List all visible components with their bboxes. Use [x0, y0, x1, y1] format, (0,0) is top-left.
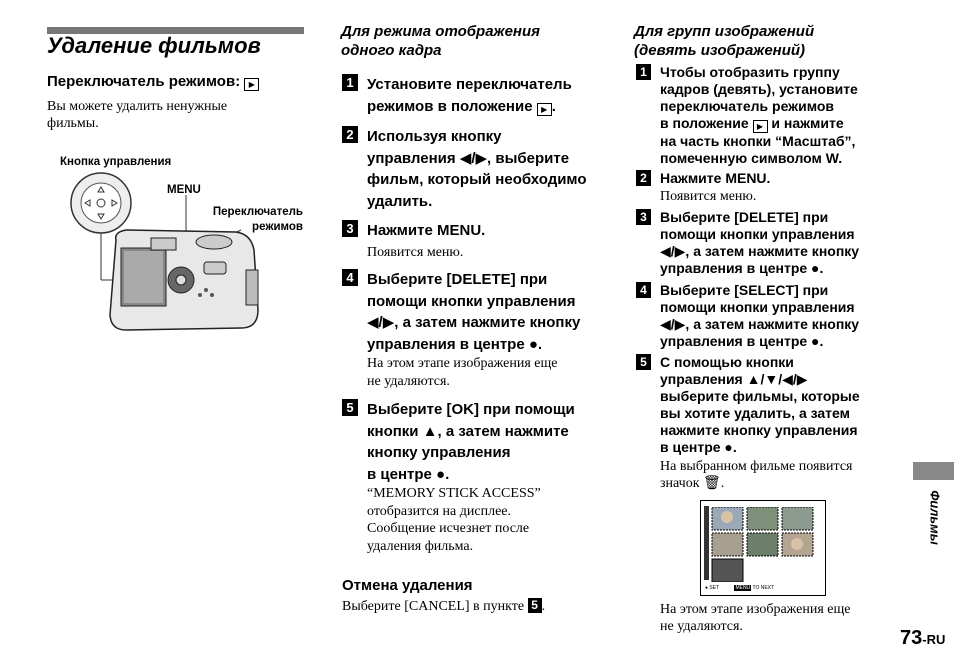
scrollbar — [704, 506, 709, 580]
page-number: 73-RU — [900, 627, 946, 649]
right-step-1: 1 Чтобы отобразить группу кадров (девять), установите переключатель режимов в положение ▶ и нажмите на часть кнопки “Масштаб”, помеченную символом W. — [636, 64, 651, 82]
intro-text: Вы можете удалить ненужные фильмы. — [47, 99, 228, 131]
play-mode-icon: ▶ — [537, 103, 552, 116]
mid-step-2: 2 Используя кнопку управления ◀/▶, выберите фильм, который необходимо удалить. — [342, 126, 358, 144]
cancel-heading: Отмена удаления — [342, 577, 473, 594]
final-note: На этом этапе изображения еще не удаляются. — [660, 602, 851, 634]
section-tab — [913, 462, 954, 480]
trash-icon: 🗑 — [703, 476, 721, 491]
lcd-footer: ● SET MENU TO NEXT — [705, 585, 775, 591]
right-step-5: 5 С помощью кнопки управления ▲/▼/◀/▶ выберите фильмы, которые вы хотите удалить, а затем нажмите кнопку управления в центре ●. На выбранном фильме появится значок 🗑. — [636, 354, 651, 372]
label-menu: MENU — [167, 184, 201, 196]
right-step-2: 2 Нажмите MENU. Появится меню. — [636, 170, 651, 188]
lcd-screen — [700, 500, 826, 596]
single-frame-heading: Для режима отображения одного кадра — [341, 23, 540, 59]
mid-step-4: 4 Выберите [DELETE] при помощи кнопки управления ◀/▶, а затем нажмите кнопку управления в центре ●. На этом этапе изображения еще не удаляются. — [342, 269, 358, 287]
thumbnail-grid — [711, 507, 815, 582]
label-mode-switch: Переключатель режимов — [212, 206, 303, 233]
camera-illustration — [66, 170, 266, 340]
mid-step-1: 1 Установите переключатель режимов в положение ▶ . — [342, 74, 358, 92]
mid-step-3: 3 Нажмите MENU. Появится меню. — [342, 220, 358, 238]
index-heading: Для групп изображений (девять изображений) — [634, 23, 815, 59]
right-step-4: 4 Выберите [SELECT] при помощи кнопки управления ◀/▶, а затем нажмите кнопку управления в центре ●. — [636, 282, 651, 300]
page-title: Удаление фильмов — [47, 33, 261, 58]
mid-step-5: 5 Выберите [OK] при помощи кнопки ▲, а затем нажмите кнопку управления в центре ●. “MEMORY STICK ACCESS” отобразится на дисплее. Сообщение исчезнет после удаления фильма. — [342, 399, 358, 417]
play-mode-icon: ▶ — [753, 120, 768, 133]
label-control-button: Кнопка управления — [60, 156, 172, 168]
right-step-3: 3 Выберите [DELETE] при помощи кнопки управления ◀/▶, а затем нажмите кнопку управления в центре ●. — [636, 209, 651, 227]
cancel-text: Выберите [CANCEL] в пункте 5 . — [342, 598, 546, 614]
section-label: Фильмы — [927, 490, 943, 545]
play-mode-icon: ▶ — [244, 78, 259, 91]
mode-switch-heading: Переключатель режимов: ▶ — [47, 73, 259, 91]
